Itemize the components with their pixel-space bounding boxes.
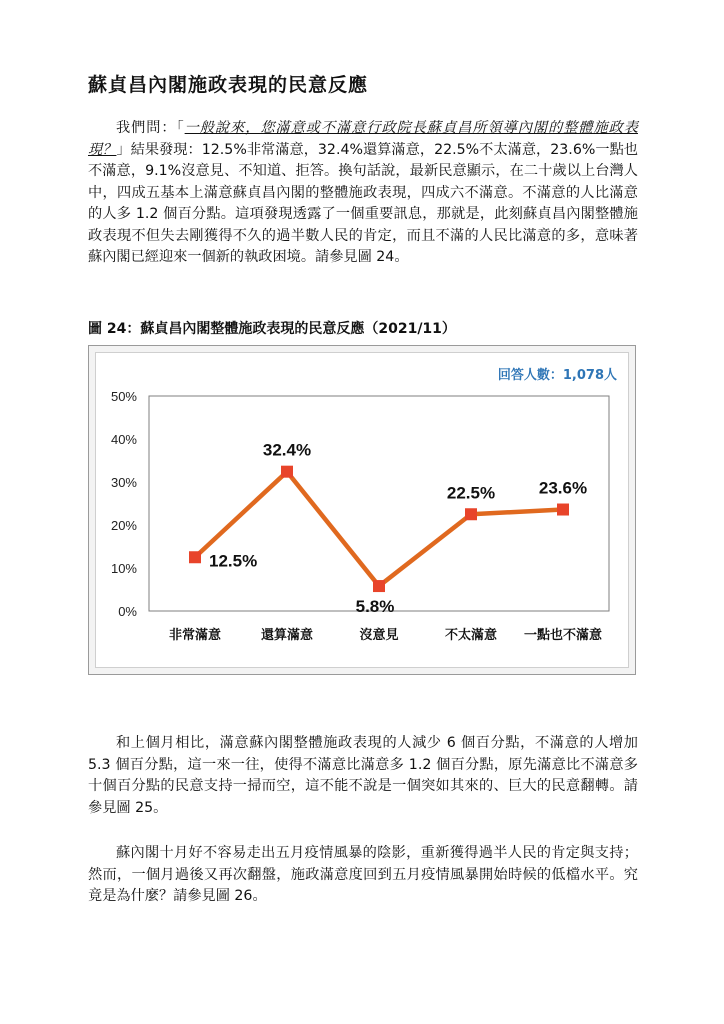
y-tick-label: 50%: [110, 389, 137, 404]
x-tick-label: 非常滿意: [168, 628, 222, 643]
comparison-paragraph: 和上個月相比，滿意蘇內閣整體施政表現的人減少 6 個百分點，不滿意的人增加 5.3 個百分點，這一來一往，使得不滿意比滿意多 1.2 個百分點，原先滿意比不滿意多十個百分點的民意支持一掃而空，這不能不說是一個突如其來的、巨大的民意翻轉。請參見圖 25。: [88, 735, 638, 816]
findings-text: 結果發現：12.5%非常滿意，32.4%還算滿意，22.5%不太滿意，23.6%一點也不滿意，9.1%沒意見、不知道、拒答。換句話說，最新民意顯示，在二十歲以上台灣人中，四成五基本上滿意蘇貞昌內閣的整體施政表現，四成六不滿意。不滿意的人比滿意的人多 1.2 個百分點。這項發現透露了一個重要訊息，那就是，此刻蘇貞昌內閣整體施政表現不但失去剛獲得不久的過半數人民的肯定，而且不滿的人民比滿意的多，意味著蘇內閣已經迎來一個新的執政困境。請參見圖 24。: [88, 141, 638, 265]
data-point: [557, 504, 569, 516]
x-tick-label: 還算滿意: [260, 628, 314, 643]
y-tick-label: 0%: [118, 604, 137, 619]
survey-question: 一般說來，您滿意或不滿意行政院長蘇貞昌所領導內閣的整體施政表現？: [88, 120, 638, 158]
question-intro: 我們問：「: [116, 120, 185, 136]
x-tick-label: 一點也不滿意: [523, 628, 603, 643]
line-chart: [89, 346, 637, 676]
x-tick-label: 沒意見: [359, 628, 399, 643]
y-tick-label: 40%: [110, 432, 137, 447]
data-point: [189, 551, 201, 563]
data-point: [281, 466, 293, 478]
page-heading: 蘇貞昌內閣施政表現的民意反應: [88, 74, 369, 96]
data-point: [465, 508, 477, 520]
data-label: 23.6%: [538, 478, 588, 498]
intro-paragraph: [88, 118, 638, 269]
plot-area: [149, 396, 609, 611]
question-close: 」: [116, 141, 131, 158]
data-label: 22.5%: [446, 483, 496, 503]
y-tick-label: 20%: [110, 518, 137, 533]
figure-caption: 圖 24：蘇貞昌內閣整體施政表現的民意反應（2021/11）: [88, 321, 456, 337]
x-tick-label: 不太滿意: [444, 628, 498, 643]
data-label: 32.4%: [262, 440, 312, 460]
explanation-paragraph: 蘇內閣十月好不容易走出五月疫情風暴的陰影，重新獲得過半人民的肯定與支持；然而，一個月過後又再次翻盤，施政滿意度回到五月疫情風暴開始時候的低檔水平。究竟是為什麼？請參見圖 26。: [88, 845, 638, 904]
data-label: 12.5%: [209, 551, 258, 571]
chart-frame: [88, 345, 636, 675]
respondent-count: 回答人數：1,078人: [497, 368, 617, 383]
data-point: [373, 580, 385, 592]
y-tick-label: 30%: [110, 475, 137, 490]
y-tick-label: 10%: [110, 561, 137, 576]
data-label: 5.8%: [355, 597, 395, 617]
